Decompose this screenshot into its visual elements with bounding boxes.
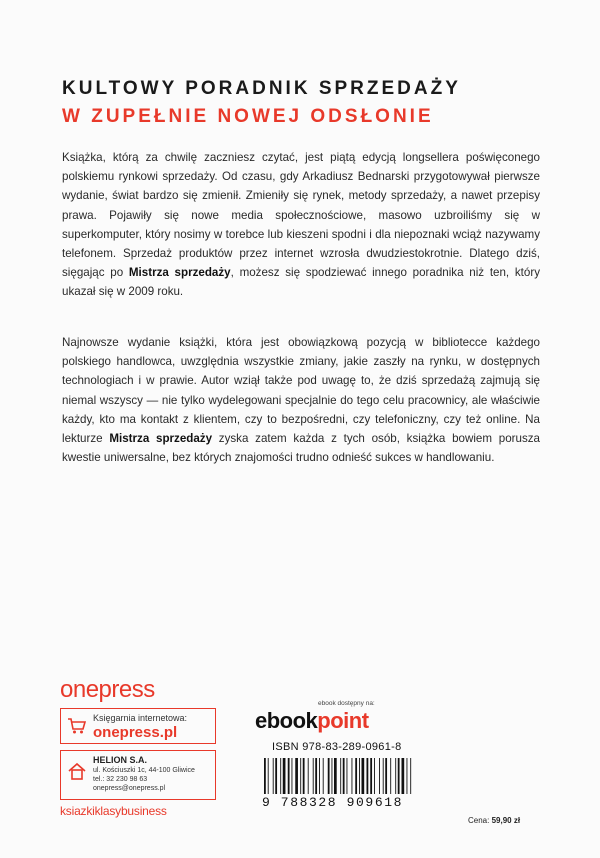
address-box <box>60 750 216 800</box>
ebookpoint-logo <box>255 708 369 734</box>
description-paragraph-2 <box>62 333 540 467</box>
ebookpoint-logo-accent: point <box>317 708 369 733</box>
ebookpoint-logo-main: ebook <box>255 708 318 733</box>
slogan: ksiazkiklasybusiness <box>60 804 167 818</box>
headline-line-2: W ZUPEŁNIE NOWEJ ODSŁONIE <box>62 106 434 127</box>
book-title-bold: Mistrza sprzedaży <box>109 432 213 446</box>
headline-line-1: KULTOWY PORADNIK SPRZEDAŻY <box>62 78 461 99</box>
shop-label: Księgarnia internetowa: <box>93 713 188 723</box>
paragraph-2-text-start: Najnowsze wydanie książki, która jest obowiązkową pozycją w bibliotecce każdego polskiego handlowca, uwzględnia wszystkie zmiany, jakie zaszły na rynku, w dostępnych technologiach i w prawie. Autor wziął także pod uwagę to, że dziś sprzedażą zajmują się niemal wszyscy — nie tylko wydelegowani specjalnie do tego celu pracownicy, ale właściwie każdy, kto ma kontakt z klientem, czy to bezpośredni, czy telefoniczny, czy też online. Na lekturze <box>62 336 540 446</box>
paragraph-1-text-end: , możesz się spodziewać innego poradnika niż ten, który ukazał się w 2009 roku. <box>62 266 540 299</box>
price-value: 59,90 zł <box>491 816 521 825</box>
ebook-note: ebook dostępny na: <box>318 700 375 707</box>
onepress-logo: onepress <box>60 676 155 703</box>
house-icon <box>67 761 87 781</box>
paragraph-2-text-end: zyska zatem każda z tych osób, książka bowiem porusza kwestie uniwersalne, bez których znajomości trudno odnieść sukces w handlowaniu. <box>62 432 540 465</box>
shop-url-link[interactable]: onepress.pl <box>93 724 178 741</box>
company-address: ul. Kościuszki 1c, 44-100 Gliwice <box>93 767 195 774</box>
barcode-digits: 9 788328 909618 <box>262 795 404 810</box>
price <box>468 816 520 825</box>
barcode <box>262 758 460 794</box>
online-shop-box[interactable] <box>60 708 216 744</box>
company-email[interactable]: onepress@onepress.pl <box>93 785 166 792</box>
company-phone: tel.: 32 230 98 63 <box>93 776 148 783</box>
paragraph-1-text-start: Książka, którą za chwilę zaczniesz czytać, jest piątą edycją longsellera poświęconego polskiemu rynkowi sprzedaży. Od czasu, gdy Arkadiusz Bednarski przygotowywał pierwsze wydanie, świat bardzo się zmienił. Zmieniły się rynek, metody sprzedaży, a nawet przepisy prawa. Pojawiły się nowe media społecznościowe, masowo uzbroiliśmy się w superkomputer, który nosimy w torebce lub kieszeni spodni i dla niepoznaki wciąż nazywamy telefonem. Sprzedaż produktów przez internet wzrosła dwudziestokrotnie. Dlatego dziś, sięgając po <box>62 151 540 280</box>
company-name: HELION S.A. <box>93 755 148 765</box>
book-title-bold: Mistrza sprzedaży <box>128 266 231 280</box>
price-label: Cena: <box>468 816 490 825</box>
cart-icon <box>67 717 87 735</box>
description-paragraph-1 <box>62 148 540 302</box>
isbn-number: ISBN 978-83-289-0961-8 <box>272 741 402 753</box>
